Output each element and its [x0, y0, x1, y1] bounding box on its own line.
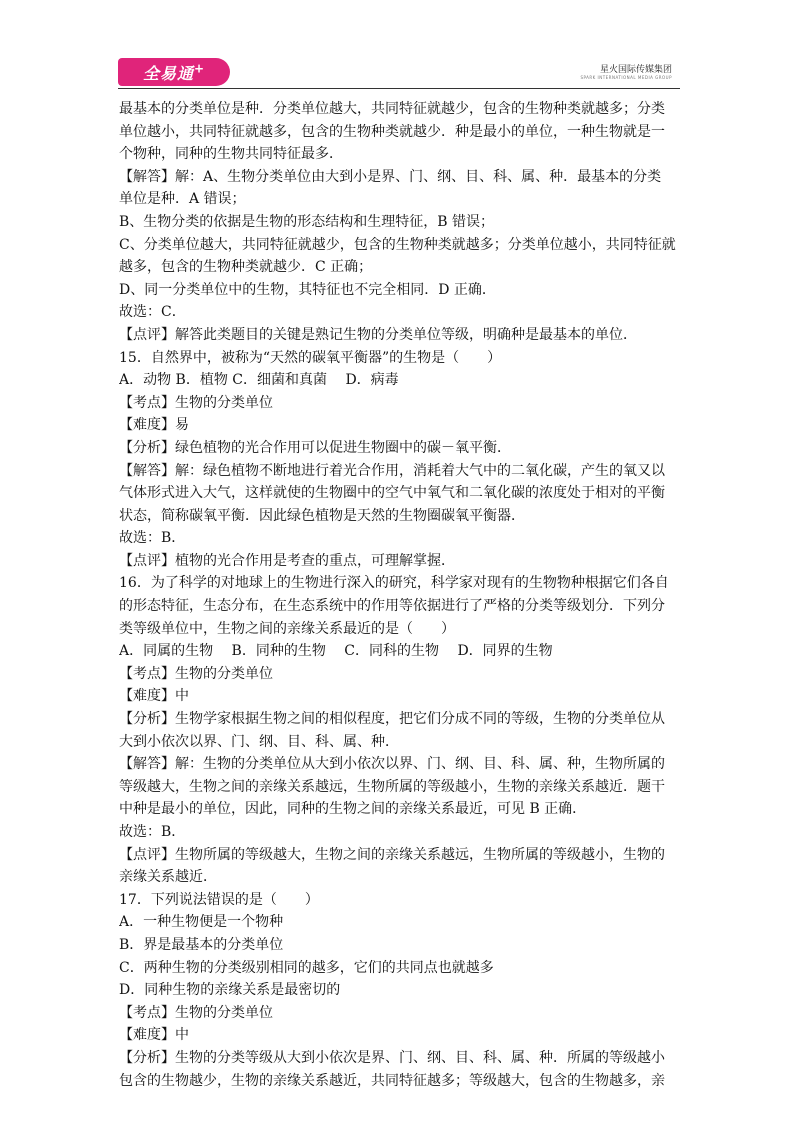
text-line: 【解答】解：A、生物分类单位由大到小是界、门、纲、目、科、属、种．最基本的分类 [119, 168, 662, 185]
text-line: 亲缘关系越近． [119, 869, 217, 886]
text-line: C、分类单位越大，共同特征就越少，包含的生物种类就越多；分类单位越小，共同特征就 [119, 236, 676, 253]
text-line: 故选：C． [119, 304, 186, 321]
logo-plus-icon: + [193, 61, 206, 76]
text-line: C．两种生物的分类级别相同的越多，它们的共同点也就越多 [119, 959, 494, 976]
logo-text: 全易通 [142, 63, 194, 83]
text-line: 故选：B． [119, 824, 186, 840]
company-mark [580, 62, 672, 80]
text-line: A．一种生物便是一个物种 [119, 914, 284, 931]
text-line: 【难度】中 [119, 688, 189, 705]
text-line: 16．为了科学的对地球上的生物进行深入的研究，科学家对现有的生物物种根据它们各自 [119, 575, 669, 592]
text-line: 【分析】生物的分类等级从大到小依次是界、门、纲、目、科、属、种．所属的等级越小 [119, 1049, 665, 1066]
text-line: 故选：B． [119, 530, 186, 547]
text-line: 【点评】解答此类题目的关键是熟记生物的分类单位等级，明确种是最基本的单位． [119, 326, 637, 343]
header-divider [118, 88, 680, 89]
text-line: 15．自然界中，被称为“天然的碳氧平衡器”的生物是（ ） [119, 349, 502, 366]
company-subtitle: SPARK INTERNATIONAL MEDIA GROUP [580, 75, 672, 80]
text-line: B．界是最基本的分类单位 [119, 936, 284, 953]
text-line: 越多，包含的生物种类就越少．C 正确； [119, 259, 373, 276]
text-line: B、生物分类的依据是生物的形态结构和生理特征，B 错误； [119, 213, 495, 230]
text-line: 状态，简称碳氧平衡．因此绿色植物是天然的生物圈碳氧平衡器． [119, 507, 525, 524]
text-line: A．动物 B．植物 C．细菌和真菌 D．病毒 [119, 372, 399, 389]
text-line: 【难度】易 [119, 417, 189, 434]
text-line: 【难度】中 [119, 1027, 189, 1044]
text-line: D、同一分类单位中的生物，其特征也不完全相同．D 正确． [119, 281, 496, 298]
text-line: 【点评】生物所属的等级越大，生物之间的亲缘关系越远，生物所属的等级越小，生物的 [119, 846, 665, 863]
brand-logo [118, 58, 230, 86]
text-line: 中种是最小的单位，因此，同种的生物之间的亲缘关系最近，可见 B 正确． [119, 801, 587, 818]
text-line: A．同属的生物 B．同种的生物 C．同科的生物 D．同界的生物 [119, 643, 553, 660]
company-name: 星火国际传媒集团 [599, 65, 672, 75]
text-line: 类等级单位中，生物之间的亲缘关系最近的是（ ） [119, 620, 455, 637]
text-line: 等级越大，生物之间的亲缘关系越远，生物所属的等级越小，生物的亲缘关系越近．题干 [119, 778, 665, 795]
text-line: 【分析】生物学家根据生物之间的相似程度，把它们分成不同的等级，生物的分类单位从 [119, 711, 665, 728]
document-body [119, 98, 681, 1092]
text-line: 包含的生物越少，生物的亲缘关系越近，共同特征越多；等级越大，包含的生物越多，亲 [119, 1072, 665, 1089]
page-header [118, 56, 680, 90]
text-line: 【解答】解：绿色植物不断地进行着光合作用，消耗着大气中的二氧化碳，产生的氧又以 [119, 462, 665, 479]
text-line: 的形态特征，生态分布，在生态系统中的作用等依据进行了严格的分类等级划分．下列分 [119, 598, 665, 615]
text-line: 单位是种．A 错误； [119, 191, 246, 208]
text-line: 【考点】生物的分类单位 [119, 665, 273, 682]
text-line: 【考点】生物的分类单位 [119, 394, 273, 411]
text-line: 【点评】植物的光合作用是考查的重点，可理解掌握． [119, 552, 455, 569]
text-line: 单位越小，共同特征就越多，包含的生物种类就越少．种是最小的单位，一种生物就是一 [119, 123, 665, 140]
text-line: 最基本的分类单位是种．分类单位越大，共同特征就越少，包含的生物种类就越多；分类 [119, 101, 665, 117]
text-line: 【解答】解：生物的分类单位从大到小依次以界、门、纲、目、科、属、种，生物所属的 [119, 756, 665, 773]
text-line: 个物种，同种的生物共同特征最多． [119, 146, 343, 163]
text-line: 大到小依次以界、门、纲、目、科、属、种． [119, 733, 399, 750]
text-line: 气体形式进入大气，这样就使的生物圈中的空气中氧气和二氧化碳的浓度处于相对的平衡 [119, 485, 665, 502]
text-line: 17．下列说法错误的是（ ） [119, 891, 319, 908]
text-line: 【考点】生物的分类单位 [119, 1004, 273, 1021]
text-line: 【分析】绿色植物的光合作用可以促进生物圈中的碳－氧平衡． [119, 439, 511, 456]
text-line: D．同种生物的亲缘关系是最密切的 [119, 982, 341, 999]
